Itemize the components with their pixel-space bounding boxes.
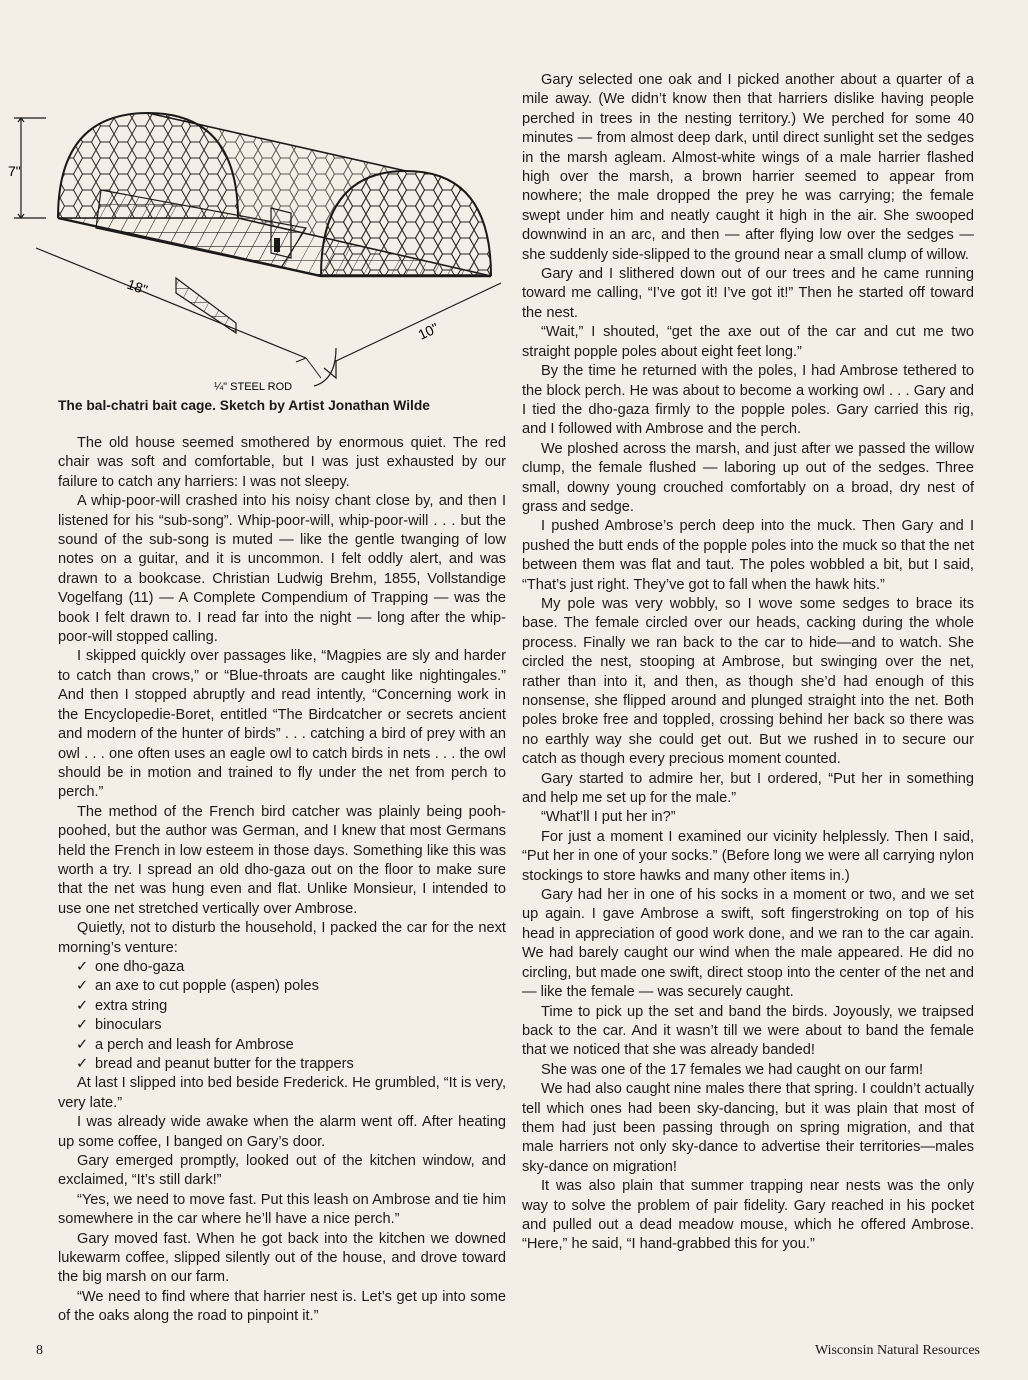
paragraph: The old house seemed smothered by enormous quiet. The red chair was soft and comfortable, but I was just exhausted by our failure to catch any harriers: I was not sleepy. [58, 435, 506, 490]
paragraph: I pushed Ambrose’s perch deep into the muck. Then Gary and I pushed the butt ends of the popple poles into the muck so that the net between them was flat and taut. The poles wobbled a bit, but I said, “That’s just right. They’ve got to fall when the hawk hits.” [522, 518, 974, 593]
paragraph: “Yes, we need to move fast. Put this leash on Ambrose and tie him somewhere in the car where he’ll have a nice perch.” [58, 1191, 506, 1228]
magazine-title: Wisconsin Natural Resources [814, 1343, 980, 1358]
page-number: 8 [36, 1343, 43, 1358]
checklist-item: ✓ one dho-gaza [58, 958, 506, 977]
paragraph: Gary started to admire her, but I ordered, “Put her in something and help me set up for the male.” [522, 770, 974, 807]
width-label: 18" [124, 275, 150, 298]
paragraph: It was also plain that summer trapping near nests was the only way to solve the problem of pair fidelity. Gary reached in his pocket and pulled out a dead meadow mouse, which he offered Ambrose. “Here,” he said, “I hand-grabbed this for you.” [522, 1178, 974, 1253]
paragraph: Gary had her in one of his socks in a moment or two, and we set up again. I gave Ambrose a swift, soft fingerstroking on top of his head in appreciation of good work done, and we ran to the car again. We had barely caught our wind when the male appeared. He did no circling, but made one swift, direct stoop into the center of the net and — like the female — was securely caught. [522, 887, 974, 1001]
height-label: 7" [8, 163, 21, 179]
paragraph: I skipped quickly over passages like, “Magpies are sly and harder to catch than crows,” or “Blue-throats are caught like nightingales.” And then I stopped abruptly and read intently, “Concerning work in the Encyclopedie-Boret, entitled “The Birdcatcher or secrets ancient and modern of the hunter of birds” . . . catching a bird of prey with an owl . . . one often uses an eagle owl to catch birds in nets . . . the owl should be in motion and trained to fly under the net from perch to perch.” [58, 648, 506, 801]
paragraph: A whip-poor-will crashed into his noisy chant close by, and then I listened for his “sub-song”. Whip-poor-will, whip-poor-will . . . but the sound of the sub-song is muted — like the gentle twanging of low notes on a guitar, and it is uncommon. I felt oddly alert, and was drawn to a bookcase. Christian Ludwig Brehm, 1855, Vollstandige Vogelfang (11) — A Complete Compendium of Trapping — was the book I felt drawn to. I read far into the night — long after the whip-poor-will stopped calling. [58, 493, 506, 646]
check-mark-icon: ✓ [76, 997, 89, 1014]
paragraph: “We need to find where that harrier nest is. Let’s get up into some of the oaks along the road to pinpoint it.” [58, 1288, 506, 1325]
paragraph: We ploshed across the marsh, and just after we passed the willow clump, the female flushed — laboring up out of the sedges. Three small, downy young crouched comfortably on a broad, dry nest of grass and sedge. [522, 440, 974, 515]
paragraph: Gary moved fast. When he got back into the kitchen we downed lukewarm coffee, slipped silently out of the house, and drove toward the big marsh on our farm. [58, 1230, 506, 1286]
paragraph: Gary selected one oak and I picked another about a quarter of a mile away. (We didn’t know then that harriers dislike having people perched in trees in the nesting territory.) We perched for some 40 minutes — from almost deep dark, until direct sunlight set the sedges in the marsh agleam. Almost-white wings of a male harrier flashed high over the marsh, a brown harrier seemed to appear from nowhere; the male dropped the prey he was carrying; the female swept under him and neatly caught it high in the air. She swooped downwind in an arc, and then — after flying low over the sedges — she suddenly side-slipped to the ground near a small clump of willow. [522, 72, 974, 263]
checklist-item: ✓ an axe to cut popple (aspen) poles [58, 977, 506, 996]
checklist-item: ✓ bread and peanut butter for the trappers [58, 1055, 506, 1074]
rod-label: ¼" STEEL ROD [214, 381, 293, 393]
bait-cage-sketch [6, 78, 511, 400]
paragraph: “What’ll I put her in?” [541, 809, 676, 826]
paragraph: The method of the French bird catcher was plainly being pooh-poohed, but the author was German, and I knew that most Germans held the French in low esteem in those days. Something like this was worth a try. I spread an old dho-gaza out on the floor to make sure that the net was hung even and flat. Unlike Monsieur, I intended to use one net stretched vertically over Ambrose. [58, 803, 506, 917]
check-mark-icon: ✓ [76, 978, 89, 995]
packing-checklist [58, 958, 506, 1074]
paragraph: For just a moment I examined our vicinity helplessly. Then I said, “Put her in one of your socks.” (Before long we were all carrying nylon stockings to store hawks and many other items in.) [522, 828, 974, 884]
paragraph: I was already wide awake when the alarm went off. After heating up some coffee, I banged on Gary’s door. [58, 1114, 506, 1150]
checklist-item: ✓ a perch and leash for Ambrose [58, 1036, 506, 1055]
left-text-column [58, 434, 506, 1327]
figure-caption: The bal-chatri bait cage. Sketch by Artist Jonathan Wilde [58, 398, 430, 413]
checklist-item: ✓ binoculars [58, 1016, 506, 1035]
length-label: 10" [415, 319, 441, 343]
paragraph: Time to pick up the set and band the birds. Joyously, we traipsed back to the car. And it wasn’t till we were about to band the female that we noticed that she was already banded! [522, 1003, 974, 1059]
paragraph: We had also caught nine males there that spring. I couldn’t actually tell which ones had been sky-dancing, but it was plain that most of them had just been passing through on spring migration, and that male harriers not only sky-dance to advertise their territories—males sky-dance on migration! [522, 1081, 974, 1175]
check-mark-icon: ✓ [76, 1036, 89, 1053]
paragraph: She was one of the 17 females we had caught on our farm! [541, 1061, 924, 1078]
check-mark-icon: ✓ [76, 1056, 89, 1072]
paragraph: “Wait,” I shouted, “get the axe out of the car and cut me two straight popple poles about eight feet long.” [522, 324, 974, 360]
check-mark-icon: ✓ [76, 958, 89, 975]
paragraph: Gary and I slithered down out of our trees and he came running toward me calling, “I’ve got it! I’ve got it!” Then he started off toward the nest. [522, 266, 974, 321]
paragraph: My pole was very wobbly, so I wove some sedges to brace its base. The female circled over our heads, cacking during the whole process. Finally we ran back to the car to hide—and to watch. She circled the nest, stooping at Ambrose, but swinging over the net, rather than into it, and then, as though she’d had enough of this nonsense, she flipped around and plunged straight into the net. Both poles broke free and toppled, crossing behind her back so there was no earthly way she could get out. But we rushed in to secure our catch as though every precious moment counted. [522, 595, 974, 768]
paragraph: Quietly, not to disturb the household, I packed the car for the next morning’s venture: [58, 920, 506, 956]
check-mark-icon: ✓ [76, 1017, 89, 1034]
paragraph: Gary emerged promptly, looked out of the kitchen window, and exclaimed, “It’s still dark!” [58, 1153, 506, 1189]
paragraph: By the time he returned with the poles, I had Ambrose tethered to the block perch. He was about to become a working owl . . . Gary and I tied the dho-gaza firmly to the popple poles. Gary carried this rig, and I followed with Ambrose and the perch. [522, 363, 974, 438]
paragraph: At last I slipped into bed beside Frederick. He grumbled, “It is very, very late.” [58, 1075, 506, 1111]
checklist-item: ✓ extra string [58, 997, 506, 1016]
right-text-column [522, 71, 974, 1255]
